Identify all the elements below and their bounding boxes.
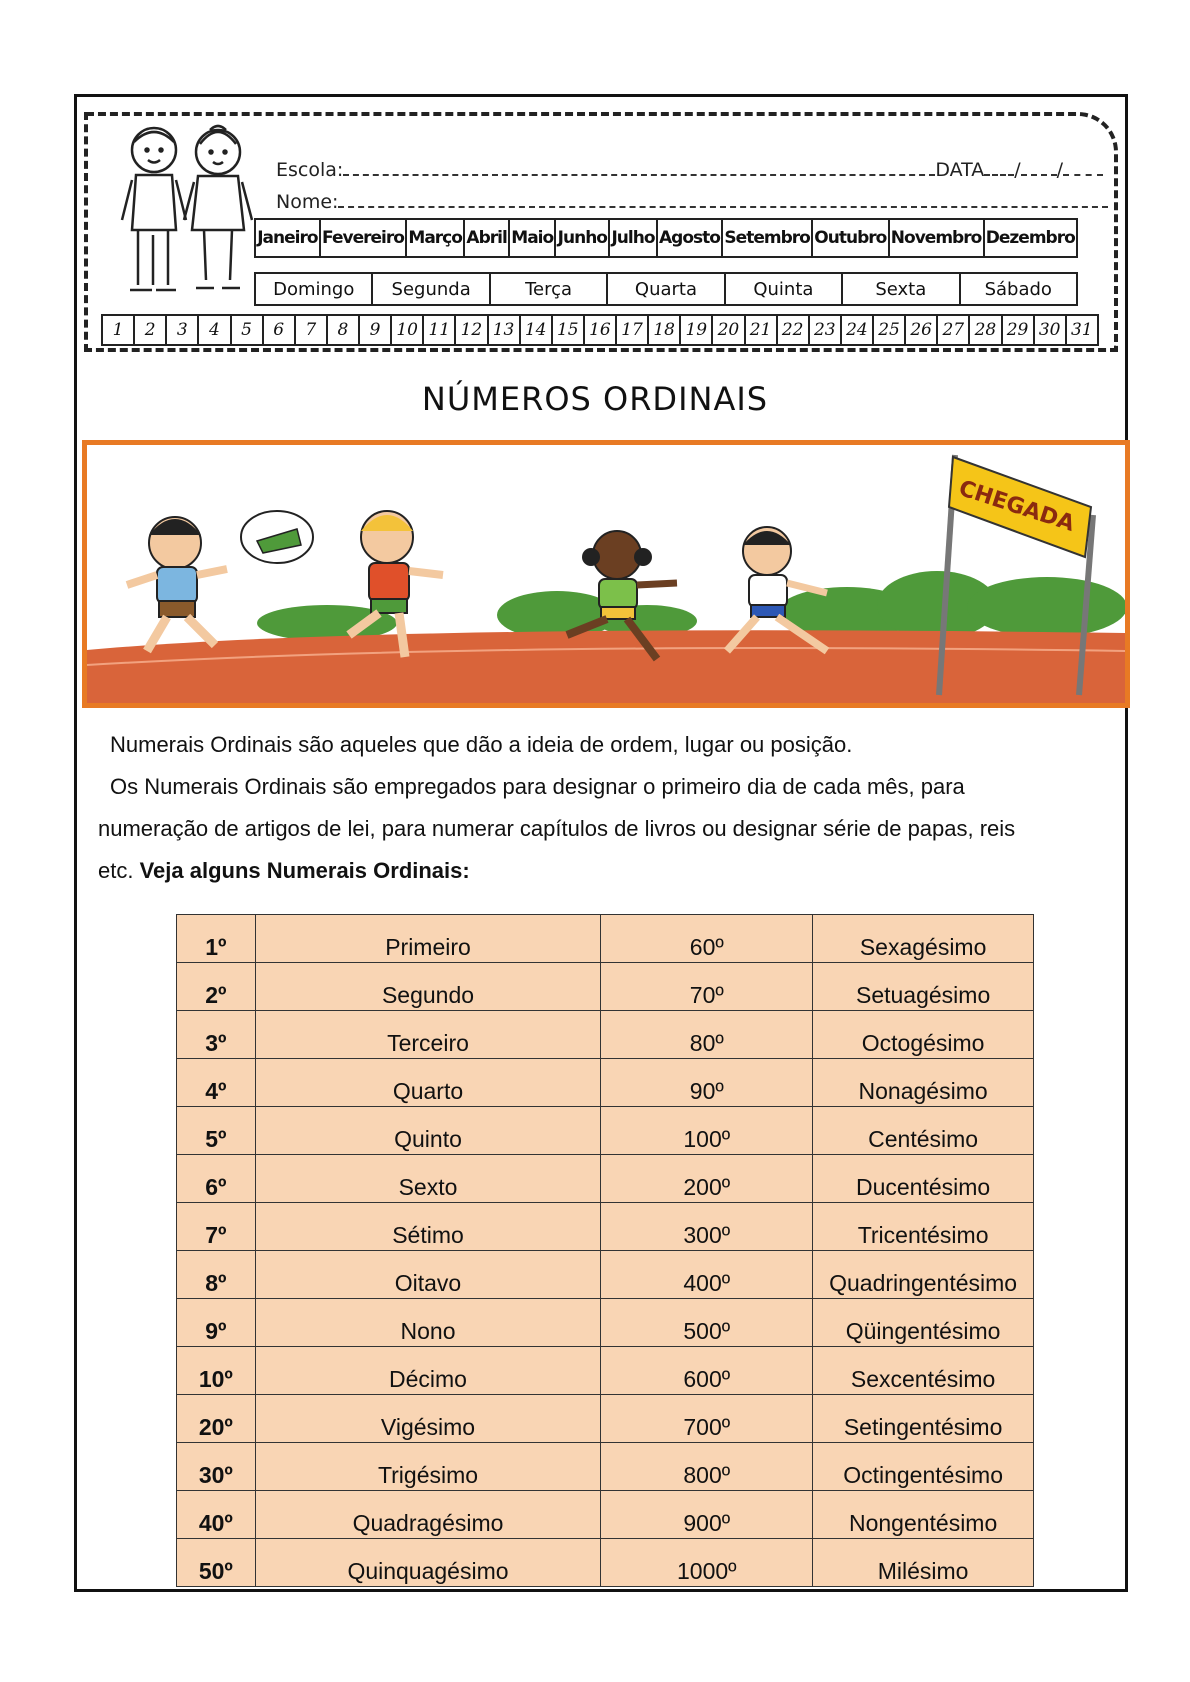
ordinal-number: 100º — [601, 1107, 813, 1155]
day-cell[interactable]: 26 — [906, 316, 938, 344]
ordinal-word: Terceiro — [255, 1011, 601, 1059]
month-cell[interactable]: Dezembro — [985, 228, 1075, 248]
weekday-cell[interactable]: Domingo — [256, 274, 373, 304]
ordinal-number: 1000º — [601, 1539, 813, 1587]
day-cell[interactable]: 9 — [360, 316, 392, 344]
day-cell[interactable]: 6 — [264, 316, 296, 344]
table-row — [177, 1251, 1034, 1299]
day-cell[interactable]: 11 — [424, 316, 456, 344]
intro-line-2: Os Numerais Ordinais são empregados para designar o primeiro dia de cada mês, para — [110, 774, 965, 799]
day-cell[interactable]: 29 — [1003, 316, 1035, 344]
ordinal-word: Sexto — [255, 1155, 601, 1203]
page-title: NÚMEROS ORDINAIS — [421, 380, 769, 418]
month-cell[interactable]: Maio — [510, 220, 556, 256]
day-cell[interactable]: 1 — [103, 316, 135, 344]
ordinal-word: Primeiro — [255, 915, 601, 963]
table-row — [177, 1155, 1034, 1203]
ordinal-number: 5º — [177, 1107, 256, 1155]
ordinal-number: 40º — [177, 1491, 256, 1539]
ordinal-word: Ducentésimo — [813, 1155, 1034, 1203]
kids-illustration — [118, 120, 258, 310]
race-illustration — [87, 445, 1125, 703]
day-cell[interactable]: 5 — [232, 316, 264, 344]
day-cell[interactable]: 14 — [521, 316, 553, 344]
ordinal-number: 10º — [177, 1347, 256, 1395]
ordinal-number: 8º — [177, 1251, 256, 1299]
ordinal-number: 80º — [601, 1011, 813, 1059]
day-cell[interactable]: 2 — [135, 316, 167, 344]
day-cell[interactable]: 7 — [296, 316, 328, 344]
ordinal-number: 600º — [601, 1347, 813, 1395]
weekday-cell[interactable]: Terça — [491, 274, 608, 304]
weekday-cell[interactable]: Quarta — [608, 274, 725, 304]
ordinal-number: 200º — [601, 1155, 813, 1203]
day-cell[interactable]: 8 — [328, 316, 360, 344]
days-row — [101, 314, 1099, 346]
ordinal-number: 3º — [177, 1011, 256, 1059]
ordinal-word: Setuagésimo — [813, 963, 1034, 1011]
table-row — [177, 1203, 1034, 1251]
weekday-cell[interactable]: Sexta — [843, 274, 960, 304]
month-cell[interactable]: Agosto — [658, 220, 723, 256]
intro-line-4-prefix: etc. — [98, 858, 134, 883]
ordinal-word: Décimo — [255, 1347, 601, 1395]
day-cell[interactable]: 21 — [746, 316, 778, 344]
weekdays-row — [254, 272, 1078, 306]
ordinal-number: 60º — [601, 915, 813, 963]
ordinal-word: Tricentésimo — [813, 1203, 1034, 1251]
month-cell[interactable]: Novembro — [890, 220, 985, 256]
day-cell[interactable]: 28 — [970, 316, 1002, 344]
day-cell[interactable]: 19 — [681, 316, 713, 344]
ordinal-word: Vigésimo — [255, 1395, 601, 1443]
ordinal-word: Octingentésimo — [813, 1443, 1034, 1491]
data-label: DATA — [935, 159, 985, 181]
ordinal-word: Centésimo — [813, 1107, 1034, 1155]
ordinal-number: 30º — [177, 1443, 256, 1491]
ordinal-number: 4º — [177, 1059, 256, 1107]
nome-label: Nome: — [276, 191, 339, 213]
month-cell[interactable]: Julho — [610, 220, 658, 256]
day-cell[interactable]: 12 — [456, 316, 488, 344]
ordinal-word: Milésimo — [813, 1539, 1034, 1587]
month-cell[interactable]: Março — [407, 220, 465, 256]
day-cell[interactable]: 3 — [167, 316, 199, 344]
day-cell[interactable]: 31 — [1070, 320, 1093, 340]
month-cell[interactable]: Fevereiro — [321, 220, 407, 256]
day-cell[interactable]: 20 — [713, 316, 745, 344]
ordinal-number: 50º — [177, 1539, 256, 1587]
ordinal-number: 800º — [601, 1443, 813, 1491]
ordinal-number: 7º — [177, 1203, 256, 1251]
table-row — [177, 1395, 1034, 1443]
ordinal-word: Sétimo — [255, 1203, 601, 1251]
day-cell[interactable]: 27 — [938, 316, 970, 344]
day-cell[interactable]: 18 — [649, 316, 681, 344]
ordinal-word: Qüingentésimo — [813, 1299, 1034, 1347]
ordinal-number: 90º — [601, 1059, 813, 1107]
day-cell[interactable]: 25 — [874, 316, 906, 344]
table-row — [177, 1539, 1034, 1587]
table-row — [177, 1299, 1034, 1347]
ordinal-word: Octogésimo — [813, 1011, 1034, 1059]
month-cell[interactable]: Janeiro — [256, 220, 321, 256]
weekday-cell[interactable]: Sábado — [984, 278, 1052, 300]
ordinal-word: Sexagésimo — [813, 915, 1034, 963]
month-cell[interactable]: Setembro — [723, 220, 813, 256]
ordinal-word: Quinto — [255, 1107, 601, 1155]
ordinal-word: Nongentésimo — [813, 1491, 1034, 1539]
ordinal-number: 300º — [601, 1203, 813, 1251]
ordinal-word: Nonagésimo — [813, 1059, 1034, 1107]
ordinal-word: Quarto — [255, 1059, 601, 1107]
ordinal-number: 1º — [177, 915, 256, 963]
ordinal-word: Nono — [255, 1299, 601, 1347]
intro-line-1: Numerais Ordinais são aqueles que dão a ideia de ordem, lugar ou posição. — [110, 732, 853, 757]
ordinal-number: 70º — [601, 963, 813, 1011]
ordinal-word: Trigésimo — [255, 1443, 601, 1491]
ordinal-number: 2º — [177, 963, 256, 1011]
table-row — [177, 1491, 1034, 1539]
months-row — [254, 218, 1078, 258]
weekday-cell[interactable]: Quinta — [726, 274, 843, 304]
table-row — [177, 1059, 1034, 1107]
ordinal-word: Setingentésimo — [813, 1395, 1034, 1443]
ordinal-number: 700º — [601, 1395, 813, 1443]
intro-line-3: numeração de artigos de lei, para numerar capítulos de livros ou designar série de papas, reis — [98, 816, 1016, 841]
day-cell[interactable]: 16 — [585, 316, 617, 344]
ordinal-word: Quinquagésimo — [255, 1539, 601, 1587]
day-cell[interactable]: 30 — [1035, 316, 1067, 344]
day-cell[interactable]: 10 — [392, 316, 424, 344]
ordinal-word: Oitavo — [255, 1251, 601, 1299]
table-row — [177, 1443, 1034, 1491]
table-row — [177, 1347, 1034, 1395]
month-cell[interactable]: Abril — [465, 220, 510, 256]
ordinal-word: Segundo — [255, 963, 601, 1011]
ordinal-number: 900º — [601, 1491, 813, 1539]
ordinal-number: 9º — [177, 1299, 256, 1347]
day-cell[interactable]: 24 — [842, 316, 874, 344]
ordinals-table — [176, 914, 1034, 1587]
month-cell[interactable]: Junho — [556, 220, 610, 256]
day-cell[interactable]: 4 — [199, 316, 231, 344]
ordinal-number: 6º — [177, 1155, 256, 1203]
ordinal-word: Sexcentésimo — [813, 1347, 1034, 1395]
month-cell[interactable]: Outubro — [813, 220, 890, 256]
ordinal-number: 20º — [177, 1395, 256, 1443]
day-cell[interactable]: 13 — [489, 316, 521, 344]
table-row — [177, 1107, 1034, 1155]
ordinal-number: 400º — [601, 1251, 813, 1299]
day-cell[interactable]: 17 — [617, 316, 649, 344]
ordinal-word: Quadringentésimo — [813, 1251, 1034, 1299]
intro-line-4-bold: Veja alguns Numerais Ordinais: — [139, 858, 470, 883]
race-banner — [82, 440, 1130, 708]
table-row — [177, 963, 1034, 1011]
table-row — [177, 915, 1034, 963]
escola-field[interactable]: Escola: DATA / / — [276, 158, 1103, 181]
ordinal-word: Quadragésimo — [255, 1491, 601, 1539]
day-cell[interactable]: 15 — [553, 316, 585, 344]
table-row — [177, 1011, 1034, 1059]
weekday-cell[interactable]: Segunda — [373, 274, 490, 304]
ordinal-number: 500º — [601, 1299, 813, 1347]
nome-field[interactable] — [276, 190, 1108, 213]
day-cell[interactable]: 23 — [810, 316, 842, 344]
escola-label: Escola: — [276, 159, 344, 181]
intro-line-4 — [98, 850, 1108, 892]
chegada-sign-text: CHEGADA — [955, 476, 1078, 537]
day-cell[interactable]: 22 — [778, 316, 810, 344]
